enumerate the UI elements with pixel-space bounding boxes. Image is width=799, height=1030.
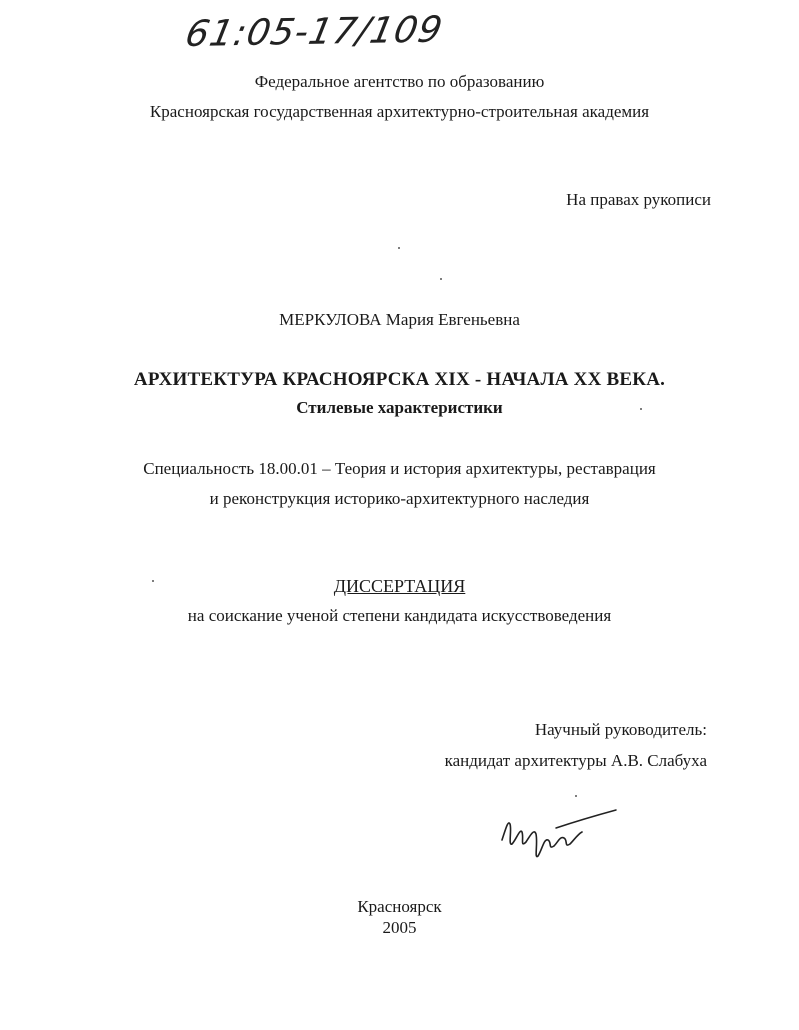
scan-speck <box>575 795 577 797</box>
author-name: МЕРКУЛОВА Мария Евгеньевна <box>279 310 520 329</box>
advisor-label: Научный руководитель: <box>534 720 707 739</box>
scan-speck <box>398 247 400 249</box>
scan-speck <box>440 278 442 280</box>
advisor-name: кандидат архитектуры А.В. Слабуха <box>444 751 707 770</box>
dissertation-subtitle: Стилевые характеристики <box>296 398 503 417</box>
document-type: ДИССЕРТАЦИЯ <box>333 576 466 596</box>
rights-note: На правах рукописи <box>566 190 711 209</box>
agency-name: Федеральное агентство по образованию <box>254 72 545 91</box>
year: 2005 <box>382 918 417 937</box>
scan-speck <box>640 408 642 410</box>
city: Красноярск <box>357 897 442 916</box>
specialty-line-2: и реконструкция историко-архитектурного наследия <box>209 489 590 508</box>
dissertation-title: АРХИТЕКТУРА КРАСНОЯРСКА XIX - НАЧАЛА XX ВЕКА. <box>133 369 666 390</box>
advisor-signature <box>494 798 624 868</box>
degree-line: на соискание ученой степени кандидата искусствоведения <box>187 606 612 625</box>
scan-speck <box>152 580 154 582</box>
academy-name: Красноярская государственная архитектурно-строительная академия <box>149 102 650 121</box>
archive-number-handwritten: 61:05-17/109 <box>182 9 447 55</box>
specialty-line-1: Специальность 18.00.01 – Теория и история архитектуры, реставрация <box>143 459 656 478</box>
